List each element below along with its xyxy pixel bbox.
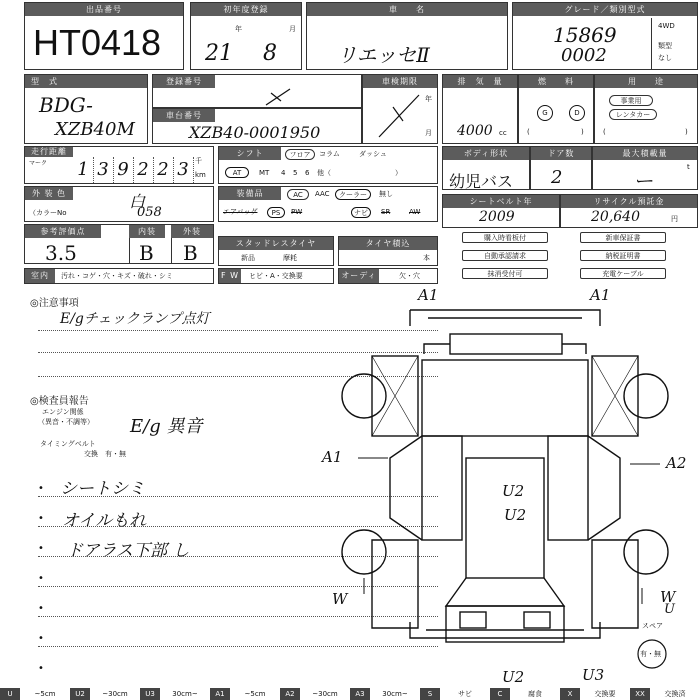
mileage-unit-bottom: km <box>195 171 206 179</box>
mileage-digit: 9 <box>113 157 134 183</box>
legend-key: S <box>420 688 440 700</box>
purpose-rental: レンタカー <box>609 109 657 120</box>
studless-cell <box>218 236 334 266</box>
model-cell <box>24 74 148 144</box>
studless-worn: 摩耗 <box>283 254 297 262</box>
displacement-cell <box>442 74 518 144</box>
legend-value: ~30cm <box>312 690 338 698</box>
body-type-value: 幼児バス <box>449 172 514 191</box>
year-unit: 年 <box>235 25 242 33</box>
lot-number-value: HT0418 <box>33 22 162 63</box>
mileage-sub: マーク <box>29 160 48 167</box>
bullet-3: • <box>38 543 44 554</box>
fuel-option-d: D <box>569 105 585 121</box>
mark-side-left: A1 <box>322 448 343 466</box>
notes-title: ◎注意事項 <box>30 298 79 309</box>
shift-other-close: ） <box>395 169 402 177</box>
color-sub: （カラーNo <box>29 209 67 217</box>
equip-ps: PS <box>267 207 285 218</box>
model-value-2: XZB40M <box>55 119 135 140</box>
color-code: 058 <box>137 205 162 220</box>
shift-mt: MT <box>259 169 270 177</box>
displacement-value: 4000 <box>457 123 493 139</box>
fuel-option-g: G <box>537 105 553 121</box>
shift-floor: フロア <box>285 149 315 160</box>
doc-tax-certificate: 納税証明書 <box>580 250 666 261</box>
legend-value: ~5cm <box>244 690 266 698</box>
interior-score-label: 内装 <box>129 225 165 238</box>
grade-label: グレード／類別型式 <box>513 3 697 16</box>
bullet-4: • <box>38 573 44 584</box>
equip-sr: SR <box>381 208 391 216</box>
shift-dash: ダッシュ <box>359 150 387 158</box>
body-type-label: ボディ形状 <box>443 147 529 160</box>
audio-condition-items: 欠・穴 <box>399 272 420 280</box>
shift-label: シフト <box>219 147 281 160</box>
doc-warranty: 新車保証書 <box>580 232 666 243</box>
mark-rear-right: W <box>660 588 676 606</box>
doors-value: 2 <box>551 167 563 188</box>
seatbelt-label: シートベルト年 <box>443 195 559 208</box>
bullet-2: • <box>38 513 44 524</box>
car-name-label: 車 名 <box>307 3 507 16</box>
registration-number-cell <box>152 74 362 108</box>
shift-cell <box>218 146 438 184</box>
legend-value: 腐食 <box>528 690 542 698</box>
equip-pw: PW <box>291 208 303 216</box>
legend-key: X <box>560 688 580 700</box>
spare-label: スペア <box>642 622 663 630</box>
shift-column: コラム <box>319 150 340 158</box>
lot-number-cell <box>24 2 184 70</box>
inspector-item-3: ドアラス下部 し <box>66 541 190 561</box>
recycle-unit: 円 <box>671 215 678 223</box>
inspection-expiry-label: 車検期限 <box>363 75 437 88</box>
inspection-year-unit: 年 <box>425 95 432 103</box>
interior-condition-row <box>24 268 214 284</box>
shift-gear-4: 4 <box>281 169 286 177</box>
legend-value: サビ <box>458 690 472 698</box>
color-value: 白 <box>129 192 146 211</box>
legend-value: ~5cm <box>34 690 56 698</box>
interior-condition-items: 汚れ・コゲ・穴・キズ・破れ・シミ <box>61 272 173 280</box>
mileage-digit: 2 <box>133 157 154 183</box>
max-load-label: 最大積載量 <box>593 147 697 160</box>
legend-key: U2 <box>70 688 90 700</box>
mark-front-right: A1 <box>590 286 611 304</box>
doc-signboard: 購入時看板付 <box>462 232 548 243</box>
bullet-5: • <box>38 603 44 614</box>
lot-number-label: 出品番号 <box>25 3 183 16</box>
mark-roof-1: U2 <box>502 482 525 500</box>
equip-navi: ナビ <box>351 207 371 218</box>
equip-aw: AW <box>409 208 421 216</box>
fuel-label: 燃 料 <box>519 75 593 88</box>
mileage-label: 走行距離 <box>25 147 73 157</box>
seatbelt-value: 2009 <box>479 209 515 225</box>
first-registration-cell <box>190 2 302 70</box>
doc-deregistration: 抹消受付可 <box>462 268 548 279</box>
engine-label: エンジン関係 <box>42 408 84 416</box>
shift-other: 他（ <box>317 169 331 177</box>
mileage-digit: 1 <box>73 157 94 183</box>
inspector-title: ◎検査員報告 <box>30 396 89 407</box>
grade-value-2: 0002 <box>561 45 607 66</box>
first-registration-label: 初年度登録 <box>191 3 301 16</box>
fuel-paren-open: ( <box>527 128 530 136</box>
legend-value: ~30cm <box>102 690 128 698</box>
purpose-label: 用 途 <box>595 75 697 88</box>
mark-front-left: A1 <box>418 286 439 304</box>
equip-cooler: クーラー <box>335 189 371 200</box>
tire-front-right <box>624 374 668 418</box>
fuel-paren-close: ) <box>581 128 584 136</box>
displacement-label: 排 気 量 <box>443 75 517 88</box>
doc-charge-cable: 充電ケーブル <box>580 268 666 279</box>
doc-auto-approval: 自動承認請求 <box>462 250 548 261</box>
badge-4wd: 4WD <box>658 22 675 30</box>
mark-roof-2: U2 <box>504 506 527 524</box>
car-name-cell <box>306 2 508 70</box>
equip-airbag: エアバッグ <box>223 208 258 216</box>
chassis-number-cell <box>152 108 362 144</box>
legend-value: 30cm~ <box>382 690 408 698</box>
mark-side-right: A2 <box>666 454 687 472</box>
chassis-number-value: XZB40-0001950 <box>189 123 321 142</box>
inspector-item-1: シートシミ <box>60 479 145 499</box>
recycle-label: リサイクル預託金 <box>561 195 697 208</box>
mark-rear-3: U <box>664 602 675 617</box>
bullet-1: • <box>38 483 44 494</box>
studless-new: 新品 <box>241 254 255 262</box>
strike-mark-icon <box>263 87 293 107</box>
bullet-7: • <box>38 663 44 674</box>
mark-rear-left: W <box>332 590 348 608</box>
tire-load-cell <box>338 236 438 266</box>
documents-cell <box>442 230 698 286</box>
purpose-paren-close: ) <box>685 128 688 136</box>
shift-gear-6: 6 <box>305 169 310 177</box>
displacement-unit: cc <box>499 129 507 137</box>
body-type-cell <box>442 146 530 190</box>
audio-condition-row <box>338 268 438 294</box>
exterior-score-value: B <box>183 241 198 265</box>
legend-value: 交換済 <box>664 690 686 698</box>
registration-number-label: 登録番号 <box>153 75 215 88</box>
max-load-unit: t <box>687 163 690 171</box>
legend-value: 交換要 <box>594 690 616 698</box>
mileage-cell <box>24 146 214 184</box>
legend-key: XX <box>630 688 650 700</box>
mileage-digit: 3 <box>173 157 194 183</box>
legend-key: U3 <box>140 688 160 700</box>
purpose-paren-open: ( <box>603 128 606 136</box>
legend-key: A2 <box>280 688 300 700</box>
mileage-unit-top: 千 <box>195 157 202 165</box>
tire-front-left <box>342 374 386 418</box>
tires-group <box>342 374 668 574</box>
color-cell <box>24 186 214 222</box>
tire-load-label: タイヤ積込 <box>339 237 437 250</box>
inspection-strike-icon <box>377 93 421 139</box>
legend-key: A3 <box>350 688 370 700</box>
seatbelt-cell <box>442 194 560 228</box>
timing-belt-sub: 交換 有・無 <box>84 450 126 458</box>
inspector-item-2: オイルもれ <box>62 511 147 531</box>
damage-leader-lines <box>358 458 660 604</box>
interior-condition-label: 室内 <box>25 269 55 283</box>
fw-condition-label: F W <box>219 269 241 283</box>
model-value-1: BDG- <box>39 93 93 117</box>
month-unit: 月 <box>289 25 296 33</box>
engine-sub: （異音・不調等） <box>38 418 94 426</box>
fuel-cell <box>518 74 594 144</box>
studless-label: スタッドレスタイヤ <box>219 237 333 250</box>
shift-at: AT <box>225 167 249 178</box>
doors-cell <box>530 146 592 190</box>
recycle-value: 20,640 <box>591 209 640 225</box>
max-load-value: ー <box>633 169 653 193</box>
mark-rear-1: U2 <box>502 668 525 686</box>
first-reg-month: 8 <box>263 41 277 66</box>
interior-score-value: B <box>139 241 154 265</box>
equip-none: 無し <box>379 190 393 198</box>
legend-key: U <box>0 688 20 700</box>
equipment-label: 装備品 <box>219 187 281 200</box>
notes-line-1: E/gチェックランプ点灯 <box>60 311 210 327</box>
color-label: 外 装 色 <box>25 187 73 200</box>
equipment-cell <box>218 186 438 222</box>
legend-value: 30cm~ <box>172 690 198 698</box>
recycle-cell <box>560 194 698 228</box>
inspection-expiry-cell <box>362 74 438 144</box>
car-name-value: リエッセⅡ <box>337 43 430 67</box>
grade-value: 15869 <box>553 23 617 47</box>
timing-belt-label: タイミングベルト <box>40 440 96 448</box>
purpose-cell <box>594 74 698 144</box>
damage-legend <box>0 688 700 700</box>
shift-gear-5: 5 <box>293 169 298 177</box>
grade-side-box <box>651 18 698 70</box>
first-reg-year: 21 <box>205 41 233 66</box>
exterior-score-label: 外装 <box>171 225 213 238</box>
model-label: 型 式 <box>25 75 147 88</box>
legend-key: C <box>490 688 510 700</box>
audio-condition-label: オーディオ <box>339 269 379 283</box>
fw-condition-row <box>218 268 334 284</box>
fw-condition-items: ヒビ・A・交換要 <box>249 272 303 280</box>
equip-aac: AAC <box>315 190 330 198</box>
engine-value: E/g 異音 <box>130 416 203 437</box>
equip-ac: AC <box>287 189 309 200</box>
grade-cell <box>512 2 698 70</box>
mileage-digit: 2 <box>153 157 174 183</box>
chassis-number-label: 車台番号 <box>153 109 215 122</box>
grade-note-label: 類型 <box>658 42 672 50</box>
mark-rear-2: U3 <box>582 666 605 684</box>
mileage-digit: 3 <box>93 157 114 183</box>
max-load-cell <box>592 146 698 193</box>
score-cell <box>24 224 214 264</box>
tire-load-unit: 本 <box>423 254 430 262</box>
score-label: 参考評価点 <box>25 225 101 238</box>
score-value: 3.5 <box>45 241 77 265</box>
purpose-business: 事業用 <box>609 95 653 106</box>
doors-label: ドア数 <box>531 147 591 160</box>
vehicle-outline <box>372 310 638 642</box>
inspection-month-unit: 月 <box>425 129 432 137</box>
bullet-6: • <box>38 633 44 644</box>
grade-note-value: なし <box>658 54 672 62</box>
legend-key: A1 <box>210 688 230 700</box>
spare-value: 有・無 <box>640 650 661 658</box>
tire-rear-right <box>624 530 668 574</box>
tire-rear-left <box>342 530 386 574</box>
